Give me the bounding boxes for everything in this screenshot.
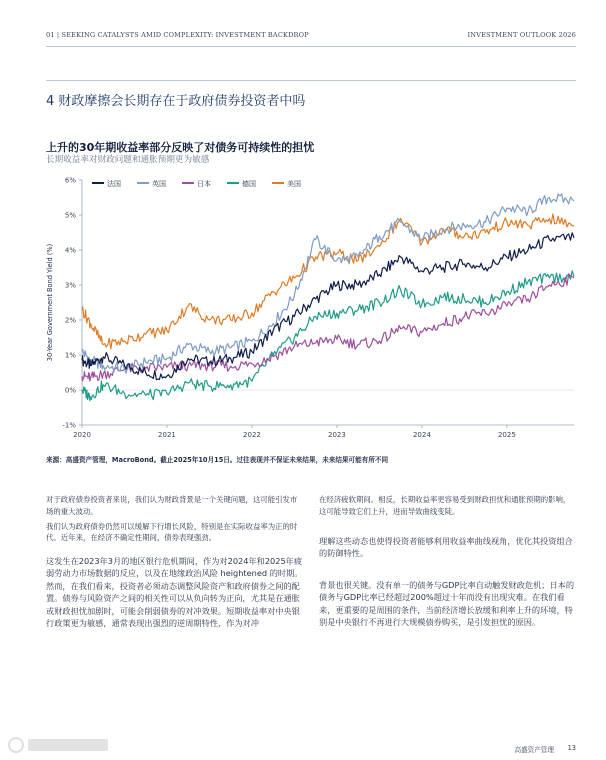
series-line-1 bbox=[82, 194, 574, 373]
x-tick-label: 2022 bbox=[243, 431, 261, 439]
y-axis-label: 30-Year Government Bond Yield (%) bbox=[46, 243, 54, 362]
footer-brand: 高盛资产管理 bbox=[514, 746, 554, 754]
running-header-right: INVESTMENT OUTLOOK 2026 bbox=[467, 31, 576, 39]
yield-line-chart bbox=[0, 168, 606, 450]
legend-label: 美国 bbox=[287, 180, 301, 188]
y-tick-label: 6% bbox=[64, 176, 76, 185]
chart-title: 上升的30年期收益率部分反映了对债务可持续性的担忧 bbox=[46, 141, 315, 154]
x-tick-label: 2024 bbox=[412, 431, 431, 439]
section-rule bbox=[46, 80, 576, 81]
body-left-intro bbox=[46, 494, 304, 544]
body-paragraph: 背景也很关键。没有单一的债务与GDP比率自动触发财政危机；日本的债务与GDP比率已经超过200%超过十年而没有出现灾难。在我们看来，更重要的是周围的条件，当前经济增长放缓和利率上升的环境，特别是中央银行不再进行大规模债券购买，是引发担忧的原因。 bbox=[319, 580, 575, 628]
y-tick-label: 1% bbox=[64, 351, 76, 360]
x-tick-label: 2023 bbox=[328, 431, 346, 439]
x-tick-label: 2021 bbox=[158, 431, 176, 439]
y-tick-label: 2% bbox=[64, 316, 76, 325]
body-paragraph: 理解这些动态也使得投资者能够利用收益率曲线视角，优化其投资组合的防御特性。 bbox=[319, 536, 573, 559]
legend-label: 日本 bbox=[197, 180, 211, 188]
y-tick-label: 0% bbox=[64, 386, 76, 395]
body-paragraph: 对于政府债券投资者来说，我们认为财政背景是一个关键问题，这可能引发市场的重大波动。 bbox=[46, 495, 298, 516]
running-header-left: 01 | SEEKING CATALYSTS AMID COMPLEXITY: INVESTMENT BACKDROP bbox=[46, 31, 309, 39]
y-tick-label: 5% bbox=[64, 211, 76, 220]
body-right-p2 bbox=[319, 535, 577, 560]
section-title: 4 财政摩擦会长期存在于政府债券投资者中吗 bbox=[46, 94, 306, 109]
legend-label: 法国 bbox=[107, 180, 121, 188]
header-rule bbox=[46, 46, 576, 47]
series-line-2 bbox=[82, 274, 574, 381]
x-tick-label: 2025 bbox=[497, 431, 516, 439]
y-tick-label: 4% bbox=[64, 246, 76, 255]
page-number: 13 bbox=[567, 744, 576, 752]
body-right-intro bbox=[319, 494, 577, 518]
watermark-logo bbox=[8, 736, 114, 754]
chart-source-note: 来源：高盛资产管理，MacroBond。截止2025年10月15日。过往表现并不保证未来结果，未来结果可能有所不同 bbox=[46, 456, 389, 464]
legend-label: 德国 bbox=[242, 180, 256, 188]
series-line-4 bbox=[82, 214, 574, 349]
body-paragraph: 在经济疲软期间。相反，长期收益率更容易受到财政担忧和通胀预期的影响，这可能导致它们上升，进而导致曲线变陡。 bbox=[319, 495, 571, 516]
legend-label: 英国 bbox=[152, 180, 166, 188]
body-paragraph: 我们认为政府债券仍然可以缓解下行增长风险，特别是在实际收益率为正的时代。近年来，在经济不确定性期间，债券表现强劲。 bbox=[46, 521, 298, 543]
body-left-main bbox=[46, 555, 304, 629]
x-tick-label: 2020 bbox=[73, 431, 91, 439]
body-paragraph: 这发生在2023年3月的地区银行危机期间，作为对2024年和2025年疲弱劳动力市场数据的反应，以及在地缘政治风险 heightened 的时期。然而，在我们看来，投资者必须动态调整风险资产和政府债券之间的配置。债券与风险资产之间的相关性可以从负向转为正向，尤其是在通胀或财政担忧加剧时，可能会削弱债券的对冲效果。短期收益率对中央银行政策更为敏感，通常表现出强烈的逆周期特性，作为对冲 bbox=[46, 556, 303, 629]
y-tick-label: -1% bbox=[62, 421, 76, 430]
series-line-0 bbox=[82, 233, 574, 380]
chart-subtitle: 长期收益率对财政问题和通胀预期更为敏感 bbox=[46, 155, 210, 165]
body-right-p3 bbox=[319, 579, 577, 629]
y-tick-label: 3% bbox=[64, 281, 76, 290]
